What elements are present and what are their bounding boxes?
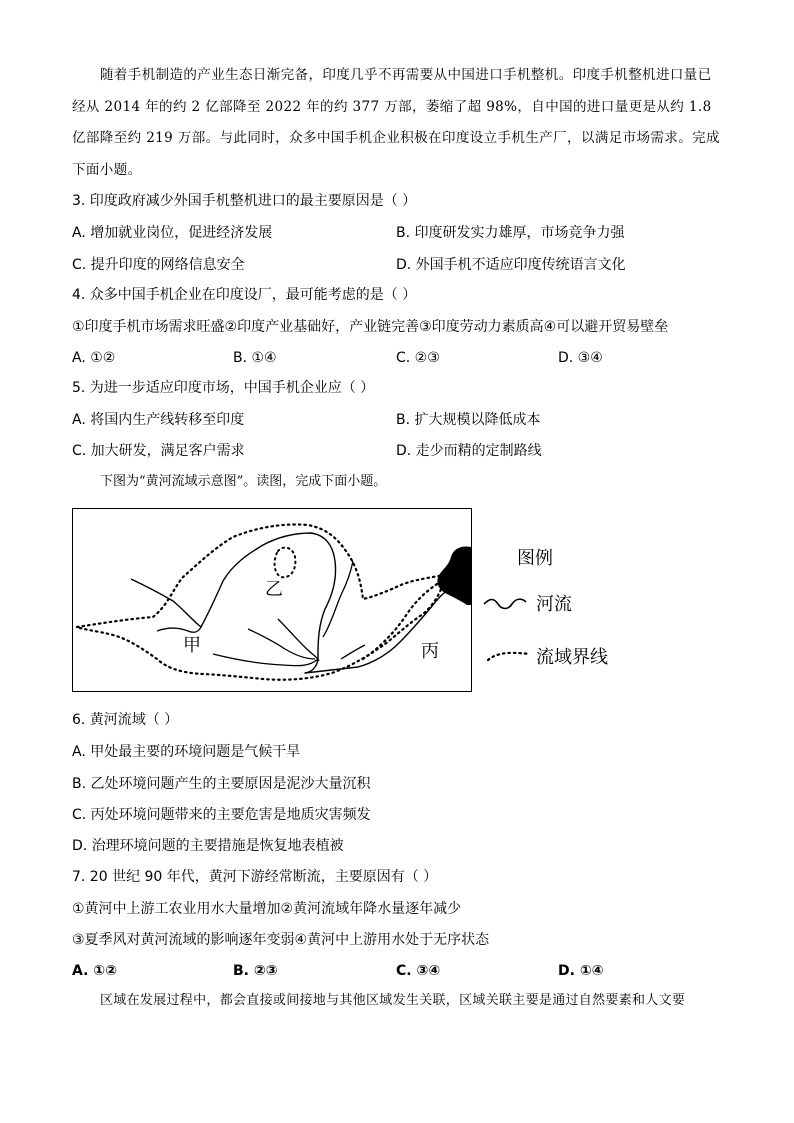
- question-3-option-d: D. 外国手机不适应印度传统语言文化: [396, 257, 626, 273]
- inner-basin-boundary: [275, 548, 296, 578]
- legend-river-label: 河流: [536, 594, 572, 615]
- question-5-stem: 5. 为进一步适应印度市场，中国手机企业应（ ）: [72, 380, 375, 396]
- question-5-option-d: D. 走少而精的定制路线: [396, 443, 542, 459]
- label-bing: 丙: [421, 641, 439, 662]
- question-3-stem: 3. 印度政府减少外国手机整机进口的最主要原因是（ ）: [72, 193, 417, 209]
- tributary-south: [341, 645, 365, 659]
- question-6-option-c: C. 丙处环境问题带来的主要危害是地质灾害频发: [72, 807, 371, 823]
- legend-title: 图例: [517, 548, 553, 569]
- tributary-wei: [213, 654, 318, 666]
- basin-boundary: [77, 525, 445, 680]
- question-7-option-c: C. ③④: [396, 963, 441, 979]
- tributary-jing: [248, 629, 315, 659]
- question-6-stem: 6. 黄河流域（ ）: [72, 712, 179, 728]
- question-7-option-a: A. ①②: [72, 963, 117, 979]
- map-intro: 下图为“黄河流域示意图”。读图，完成下面小题。: [100, 474, 387, 489]
- question-7-option-d: D. ①④: [558, 963, 604, 979]
- yellow-river-basin-map: [72, 508, 472, 692]
- tributary-fen: [323, 561, 353, 637]
- legend-boundary-symbol: [486, 646, 532, 666]
- question-7-stem: 7. 20 世纪 90 年代，黄河下游经常断流，主要原因有（ ）: [72, 869, 438, 885]
- question-7-statements-2: ③夏季风对黄河流域的影响逐年变弱④黄河中上游用水处于无序状态: [72, 932, 490, 948]
- question-4-option-b: B. ①④: [233, 350, 277, 366]
- question-3-option-b: B. 印度研发实力雄厚，市场竞争力强: [396, 225, 625, 241]
- main-river: [131, 533, 453, 673]
- question-5-option-b: B. 扩大规模以降低成本: [396, 412, 541, 428]
- trailing-paragraph: 区域在发展过程中，都会直接或间接地与其他区域发生关联，区域关联主要是通过自然要素和人文要: [100, 993, 686, 1008]
- question-7-statements-1: ①黄河中上游工农业用水大量增加②黄河流域年降水量逐年减少: [72, 901, 462, 917]
- question-5-option-c: C. 加大研发，满足客户需求: [72, 443, 245, 459]
- question-4-stem: 4. 众多中国手机企业在印度设厂，最可能考虑的是（ ）: [72, 287, 417, 303]
- question-7-option-b: B. ②③: [233, 963, 278, 979]
- question-4-option-d: D. ③④: [558, 350, 603, 366]
- question-6-option-b: B. 乙处环境问题产生的主要原因是泥沙大量沉积: [72, 776, 371, 792]
- label-jia: 甲: [183, 635, 201, 656]
- sea-mass: [437, 546, 471, 605]
- question-6-option-d: D. 治理环境问题的主要措施是恢复地表植被: [72, 838, 344, 854]
- question-4-statements: ①印度手机市场需求旺盛②印度产业基础好，产业链完善③印度劳动力素质高④可以避开贸易壁垒: [72, 319, 669, 335]
- legend-boundary-label: 流域界线: [536, 647, 608, 668]
- intro-paragraph: 随着手机制造的产业生态日渐完备，印度几乎不再需要从中国进口手机整机。印度手机整机进口量已经从 2014 年的约 2 亿部降至 2022 年的约 377 万部，萎缩了超 98%，自中国的进口量更是从约 1.8 亿部降至约 219 万部。与此同时，众多中国手机企业积极在印度设立手机生产厂，以满足市场需求。完成下面小题。: [72, 67, 720, 178]
- question-4-option-a: A. ①②: [72, 350, 116, 366]
- tributary-luo: [278, 619, 319, 661]
- question-6-option-a: A. 甲处最主要的环境问题是气候干旱: [72, 744, 301, 760]
- legend-river-symbol: [482, 594, 528, 614]
- label-yi: 乙: [265, 579, 283, 600]
- question-3-option-a: A. 增加就业岗位，促进经济发展: [72, 225, 273, 241]
- question-5-option-a: A. 将国内生产线转移至印度: [72, 412, 245, 428]
- question-3-option-c: C. 提升印度的网络信息安全: [72, 257, 245, 273]
- question-4-option-c: C. ②③: [396, 350, 440, 366]
